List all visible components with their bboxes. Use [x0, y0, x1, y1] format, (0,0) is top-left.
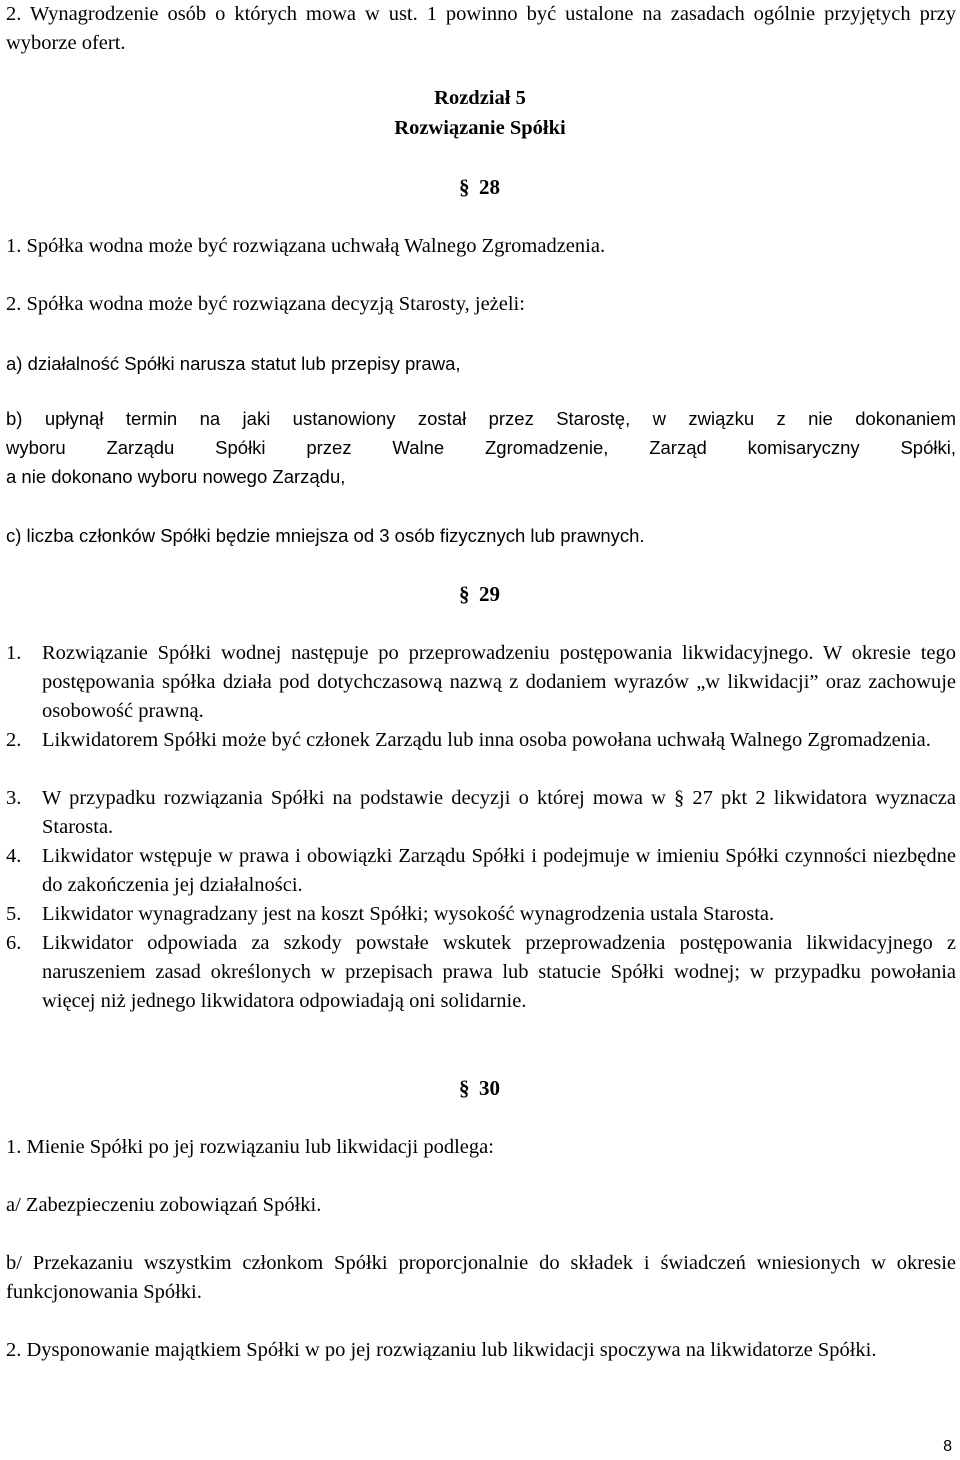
s29-item-1: [6, 639, 956, 726]
section-heading-29: [459, 580, 500, 609]
s29-item-3: [6, 784, 956, 842]
page-number: 8: [943, 1438, 952, 1455]
item-number: 5.: [6, 903, 22, 925]
s30-point-a: a/ Zabezpieczeniu zobowiązań Spółki.: [6, 1194, 322, 1216]
s28-point-b-line-3: a nie dokonano wyboru nowego Zarządu,: [6, 466, 346, 487]
section-heading-28: [459, 173, 500, 202]
s30-paragraph-1: 1. Mienie Spółki po jej rozwiązaniu lub likwidacji podlega:: [6, 1136, 494, 1158]
s28-paragraph-2: 2. Spółka wodna może być rozwiązana decyzją Starosty, jeżeli:: [6, 293, 525, 315]
item-number: 1.: [6, 642, 22, 664]
s29-item-4: [6, 842, 956, 900]
section-reference-sign: §: [674, 787, 685, 809]
s28-point-b-line-2: wyboru Zarządu Spółki przez Walne Zgromadzenie, Zarząd komisaryczny Spółki,: [6, 437, 956, 458]
item-text: [42, 784, 956, 842]
chapter-title: Rozwiązanie Spółki: [394, 117, 566, 139]
item-text-before: W przypadku rozwiązania Spółki na podstawie decyzji o której mowa w: [42, 787, 666, 809]
s28-point-b-line-1: b) upłynął termin na jaki ustanowiony został przez Starostę, w związku z nie dokonaniem: [6, 408, 956, 429]
item-text: Likwidatorem Spółki może być członek Zarządu lub inna osoba powołana uchwałą Walnego Zgromadzenia.: [42, 729, 931, 751]
s29-item-6: [6, 929, 956, 1016]
item-text: Rozwiązanie Spółki wodnej następuje po przeprowadzeniu postępowania likwidacyjnego. W okresie tego postępowania spółka działa pod dotychczasową nazwą z dodaniem wyrazów „w likwidacji” oraz zachowuje osobowość prawną.: [42, 642, 956, 722]
section-sign: §: [459, 1076, 470, 1100]
item-text-after: 27 pkt 2 likwidatora wyznacza Starosta.: [42, 787, 956, 838]
item-text: Likwidator wstępuje w prawa i obowiązki Zarządu Spółki i podejmuje w imieniu Spółki czynności niezbędne do zakończenia jej działalności.: [42, 845, 956, 896]
chapter-number: Rozdział 5: [434, 87, 526, 109]
item-number: 2.: [6, 729, 22, 751]
section-heading-30: [459, 1074, 500, 1103]
s29-item-5: [6, 900, 956, 929]
item-number: 4.: [6, 845, 22, 867]
s28-point-a: a) działalność Spółki narusza statut lub przepisy prawa,: [6, 353, 461, 374]
section-number: 28: [479, 175, 500, 199]
s30-point-b: b/ Przekazaniu wszystkim członkom Spółki proporcjonalnie do składek i świadczeń wniesionych w okresie funkcjonowania Spółki.: [6, 1252, 956, 1303]
item-number: 6.: [6, 932, 22, 954]
s29-item-2: [6, 726, 956, 755]
item-text: Likwidator odpowiada za szkody powstałe wskutek przeprowadzenia postępowania likwidacyjnego z naruszeniem zasad określonych w przepisach prawa lub statucie Spółki wodnej; w przypadku powołania więcej niż jednego likwidatora odpowiadają oni solidarnie.: [42, 932, 956, 1012]
section-sign: §: [459, 175, 470, 199]
item-number: 3.: [6, 787, 22, 809]
s28-point-c: c) liczba członków Spółki będzie mniejsza od 3 osób fizycznych lub prawnych.: [6, 525, 645, 546]
section-number: 30: [479, 1076, 500, 1100]
section-sign: §: [459, 582, 470, 606]
item-text: Likwidator wynagradzany jest na koszt Spółki; wysokość wynagrodzenia ustala Starosta.: [42, 903, 775, 925]
paragraph-remuneration: 2. Wynagrodzenie osób o których mowa w ust. 1 powinno być ustalone na zasadach ogólnie przyjętych przy wyborze ofert.: [6, 3, 956, 54]
s30-paragraph-2: 2. Dysponowanie majątkiem Spółki w po jej rozwiązaniu lub likwidacji spoczywa na likwidatorze Spółki.: [6, 1339, 877, 1361]
section-number: 29: [479, 582, 500, 606]
s28-paragraph-1: 1. Spółka wodna może być rozwiązana uchwałą Walnego Zgromadzenia.: [6, 235, 606, 257]
